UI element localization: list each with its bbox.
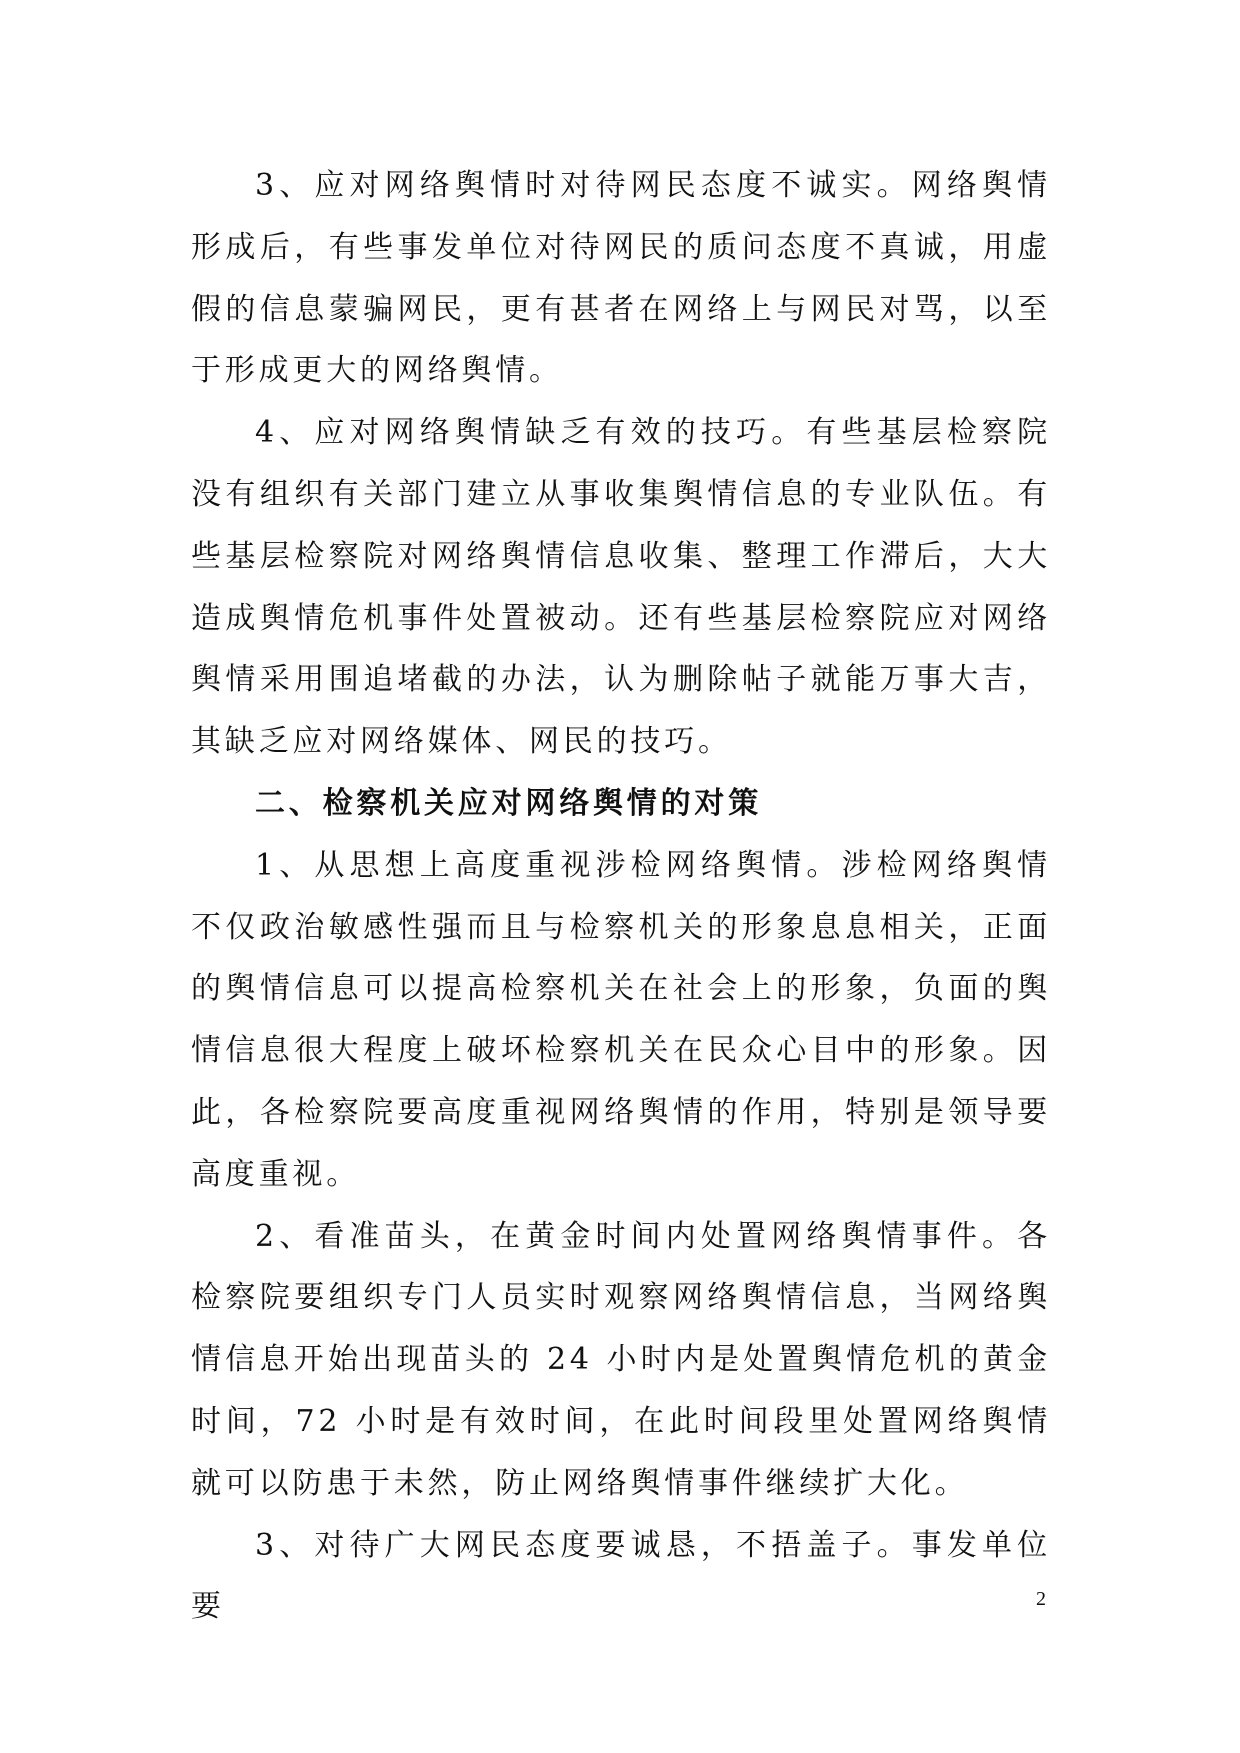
document-body [191, 155, 1051, 1638]
paragraph-countermeasure-3: 3、对待广大网民态度要诚恳，不捂盖子。事发单位要 [191, 1527, 1051, 1625]
paragraph-3-attitude: 3、应对网络舆情时对待网民态度不诚实。网络舆情形成后，有些事发单位对待网民的质问态度不真诚，用虚假的信息蒙骗网民，更有甚者在网络上与网民对骂，以至于形成更大的网络舆情。 [191, 168, 1051, 389]
page-number: 2 [1036, 1588, 1046, 1610]
paragraph-4-skills: 4、应对网络舆情缺乏有效的技巧。有些基层检察院没有组织有关部门建立从事收集舆情信息的专业队伍。有些基层检察院对网络舆情信息收集、整理工作滞后，大大造成舆情危机事件处置被动。还有些基层检察院应对网络舆情采用围追堵截的办法，认为删除帖子就能万事大吉，其缺乏应对网络媒体、网民的技巧。 [191, 415, 1051, 760]
paragraph-countermeasure-2: 2、看准苗头，在黄金时间内处置网络舆情事件。各检察院要组织专门人员实时观察网络舆情信息，当网络舆情信息开始出现苗头的 24 小时内是处置舆情危机的黄金时间，72 小时是有效时间，在此时间段里处置网络舆情就可以防患于未然，防止网络舆情事件继续扩大化。 [191, 1218, 1051, 1501]
section-heading: 二、检察机关应对网络舆情的对策 [255, 785, 762, 821]
paragraph-countermeasure-1: 1、从思想上高度重视涉检网络舆情。涉检网络舆情不仅政治敏感性强而且与检察机关的形象息息相关，正面的舆情信息可以提高检察机关在社会上的形象，负面的舆情信息很大程度上破坏检察机关在民众心目中的形象。因此，各检察院要高度重视网络舆情的作用，特别是领导要高度重视。 [191, 847, 1051, 1192]
